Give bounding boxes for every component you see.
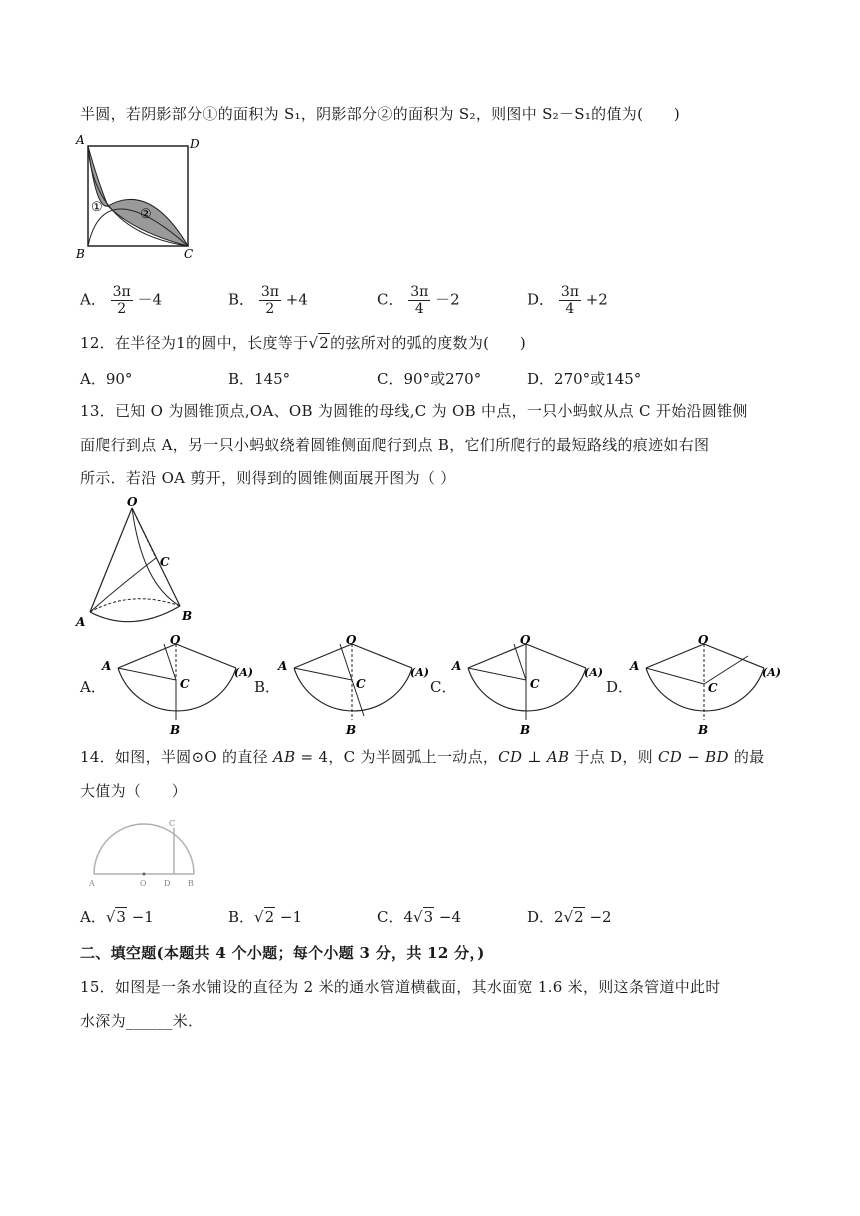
q14-option-a: A．√3 −1	[80, 908, 154, 926]
q12-option-b: B．145°	[228, 370, 291, 388]
q11-stem: 半圆，若阴影部分①的面积为 S₁，阴影部分②的面积为 S₂，则图中 S₂－S₁的值为( )	[80, 105, 680, 123]
q13-option-b-letter: B．	[254, 678, 281, 696]
svg-text:A: A	[89, 879, 95, 888]
svg-text:(A): (A)	[584, 666, 603, 679]
cone-label-O: O	[127, 495, 138, 509]
q12-option-d: D．270°或145°	[527, 370, 642, 388]
svg-text:C: C	[180, 677, 190, 691]
svg-text:A: A	[278, 659, 288, 673]
svg-text:A: A	[452, 659, 462, 673]
q13-option-b-figure	[272, 632, 442, 740]
svg-text:B: B	[170, 723, 181, 737]
svg-text:B: B	[188, 879, 194, 888]
section-heading: 二、填空题(本题共 4 个小题；每个小题 3 分，共 12 分，)	[80, 944, 485, 962]
svg-text:B: B	[698, 723, 709, 737]
q14-figure	[84, 810, 204, 890]
label-D: D	[190, 137, 200, 151]
svg-text:O: O	[170, 633, 181, 647]
svg-text:B: B	[346, 723, 357, 737]
q12-stem: 12．在半径为1的圆中，长度等于√2的弦所对的弧的度数为( )	[80, 334, 527, 352]
region-2-label: ②	[140, 207, 152, 222]
q13-cone-figure	[72, 494, 202, 632]
svg-text:O: O	[140, 879, 147, 888]
q12-option-c: C．90°或270°	[377, 370, 482, 388]
q13-line1: 13．已知 O 为圆锥顶点,OA、OB 为圆锥的母线,C 为 OB 中点，一只小蚂蚁从点 C 开始沿圆锥侧	[80, 402, 748, 420]
label-B: B	[76, 247, 85, 261]
q11-option-d: D． $\frac{3\pi}{4}$ +2	[527, 284, 608, 317]
q14-option-b: B．√2 −1	[228, 908, 303, 926]
svg-text:C: C	[169, 819, 176, 828]
q13-line3: 所示．若沿 OA 剪开，则得到的圆锥侧面展开图为（ ）	[80, 469, 456, 487]
q11-option-c: C． $\frac{3\pi}{4}$ －2	[377, 284, 460, 317]
q13-option-c-figure	[446, 632, 616, 740]
label-C: C	[184, 247, 194, 261]
q13-option-d-letter: D．	[606, 678, 634, 696]
q13-option-a-letter: A．	[80, 678, 106, 696]
label-A: A	[76, 133, 85, 147]
q13-line2: 面爬行到点 A，另一只小蚂蚁绕着圆锥侧面爬行到点 B，它们所爬行的最短路线的痕迹如右图	[80, 436, 710, 454]
q11-figure	[74, 132, 204, 262]
q14-line1: 14．如图，半圆⊙O 的直径 AB = 4，C 为半圆弧上一动点，CD ⊥ AB 于点 D，则 CD − BD 的最	[80, 748, 765, 766]
svg-text:C: C	[530, 677, 540, 691]
q15-line2: 水深为______米．	[80, 1012, 204, 1030]
svg-text:C: C	[356, 677, 366, 691]
svg-text:A: A	[102, 659, 112, 673]
region-1-label: ①	[91, 200, 103, 215]
q13-option-d-figure	[624, 632, 794, 740]
q15-line1: 15．如图是一条水铺设的直径为 2 米的通水管道横截面，其水面宽 1.6 米，则这条管道中此时	[80, 978, 721, 996]
svg-text:A: A	[630, 659, 640, 673]
q11-option-a: A． $\frac{3\pi}{2}$ －4	[80, 284, 163, 317]
svg-text:O: O	[520, 633, 531, 647]
q14-line2: 大值为（ ）	[80, 782, 188, 800]
q14-option-c: C．4√3 −4	[377, 908, 462, 926]
svg-text:O: O	[346, 633, 357, 647]
cone-label-C: C	[160, 555, 170, 569]
q11-option-b: B． $\frac{3\pi}{2}$ +4	[228, 284, 308, 317]
svg-text:(A): (A)	[762, 666, 781, 679]
q12-option-a: A．90°	[80, 370, 133, 388]
svg-text:B: B	[520, 723, 531, 737]
svg-text:(A): (A)	[234, 666, 253, 679]
cone-label-A: A	[76, 615, 86, 629]
svg-text:D: D	[164, 879, 171, 888]
cone-label-B: B	[182, 609, 193, 623]
svg-text:C: C	[708, 681, 718, 695]
q13-option-a-figure	[96, 632, 266, 740]
svg-text:O: O	[698, 633, 709, 647]
svg-text:(A): (A)	[410, 666, 429, 679]
q14-option-d: D．2√2 −2	[527, 908, 612, 926]
q13-option-c-letter: C．	[430, 678, 457, 696]
